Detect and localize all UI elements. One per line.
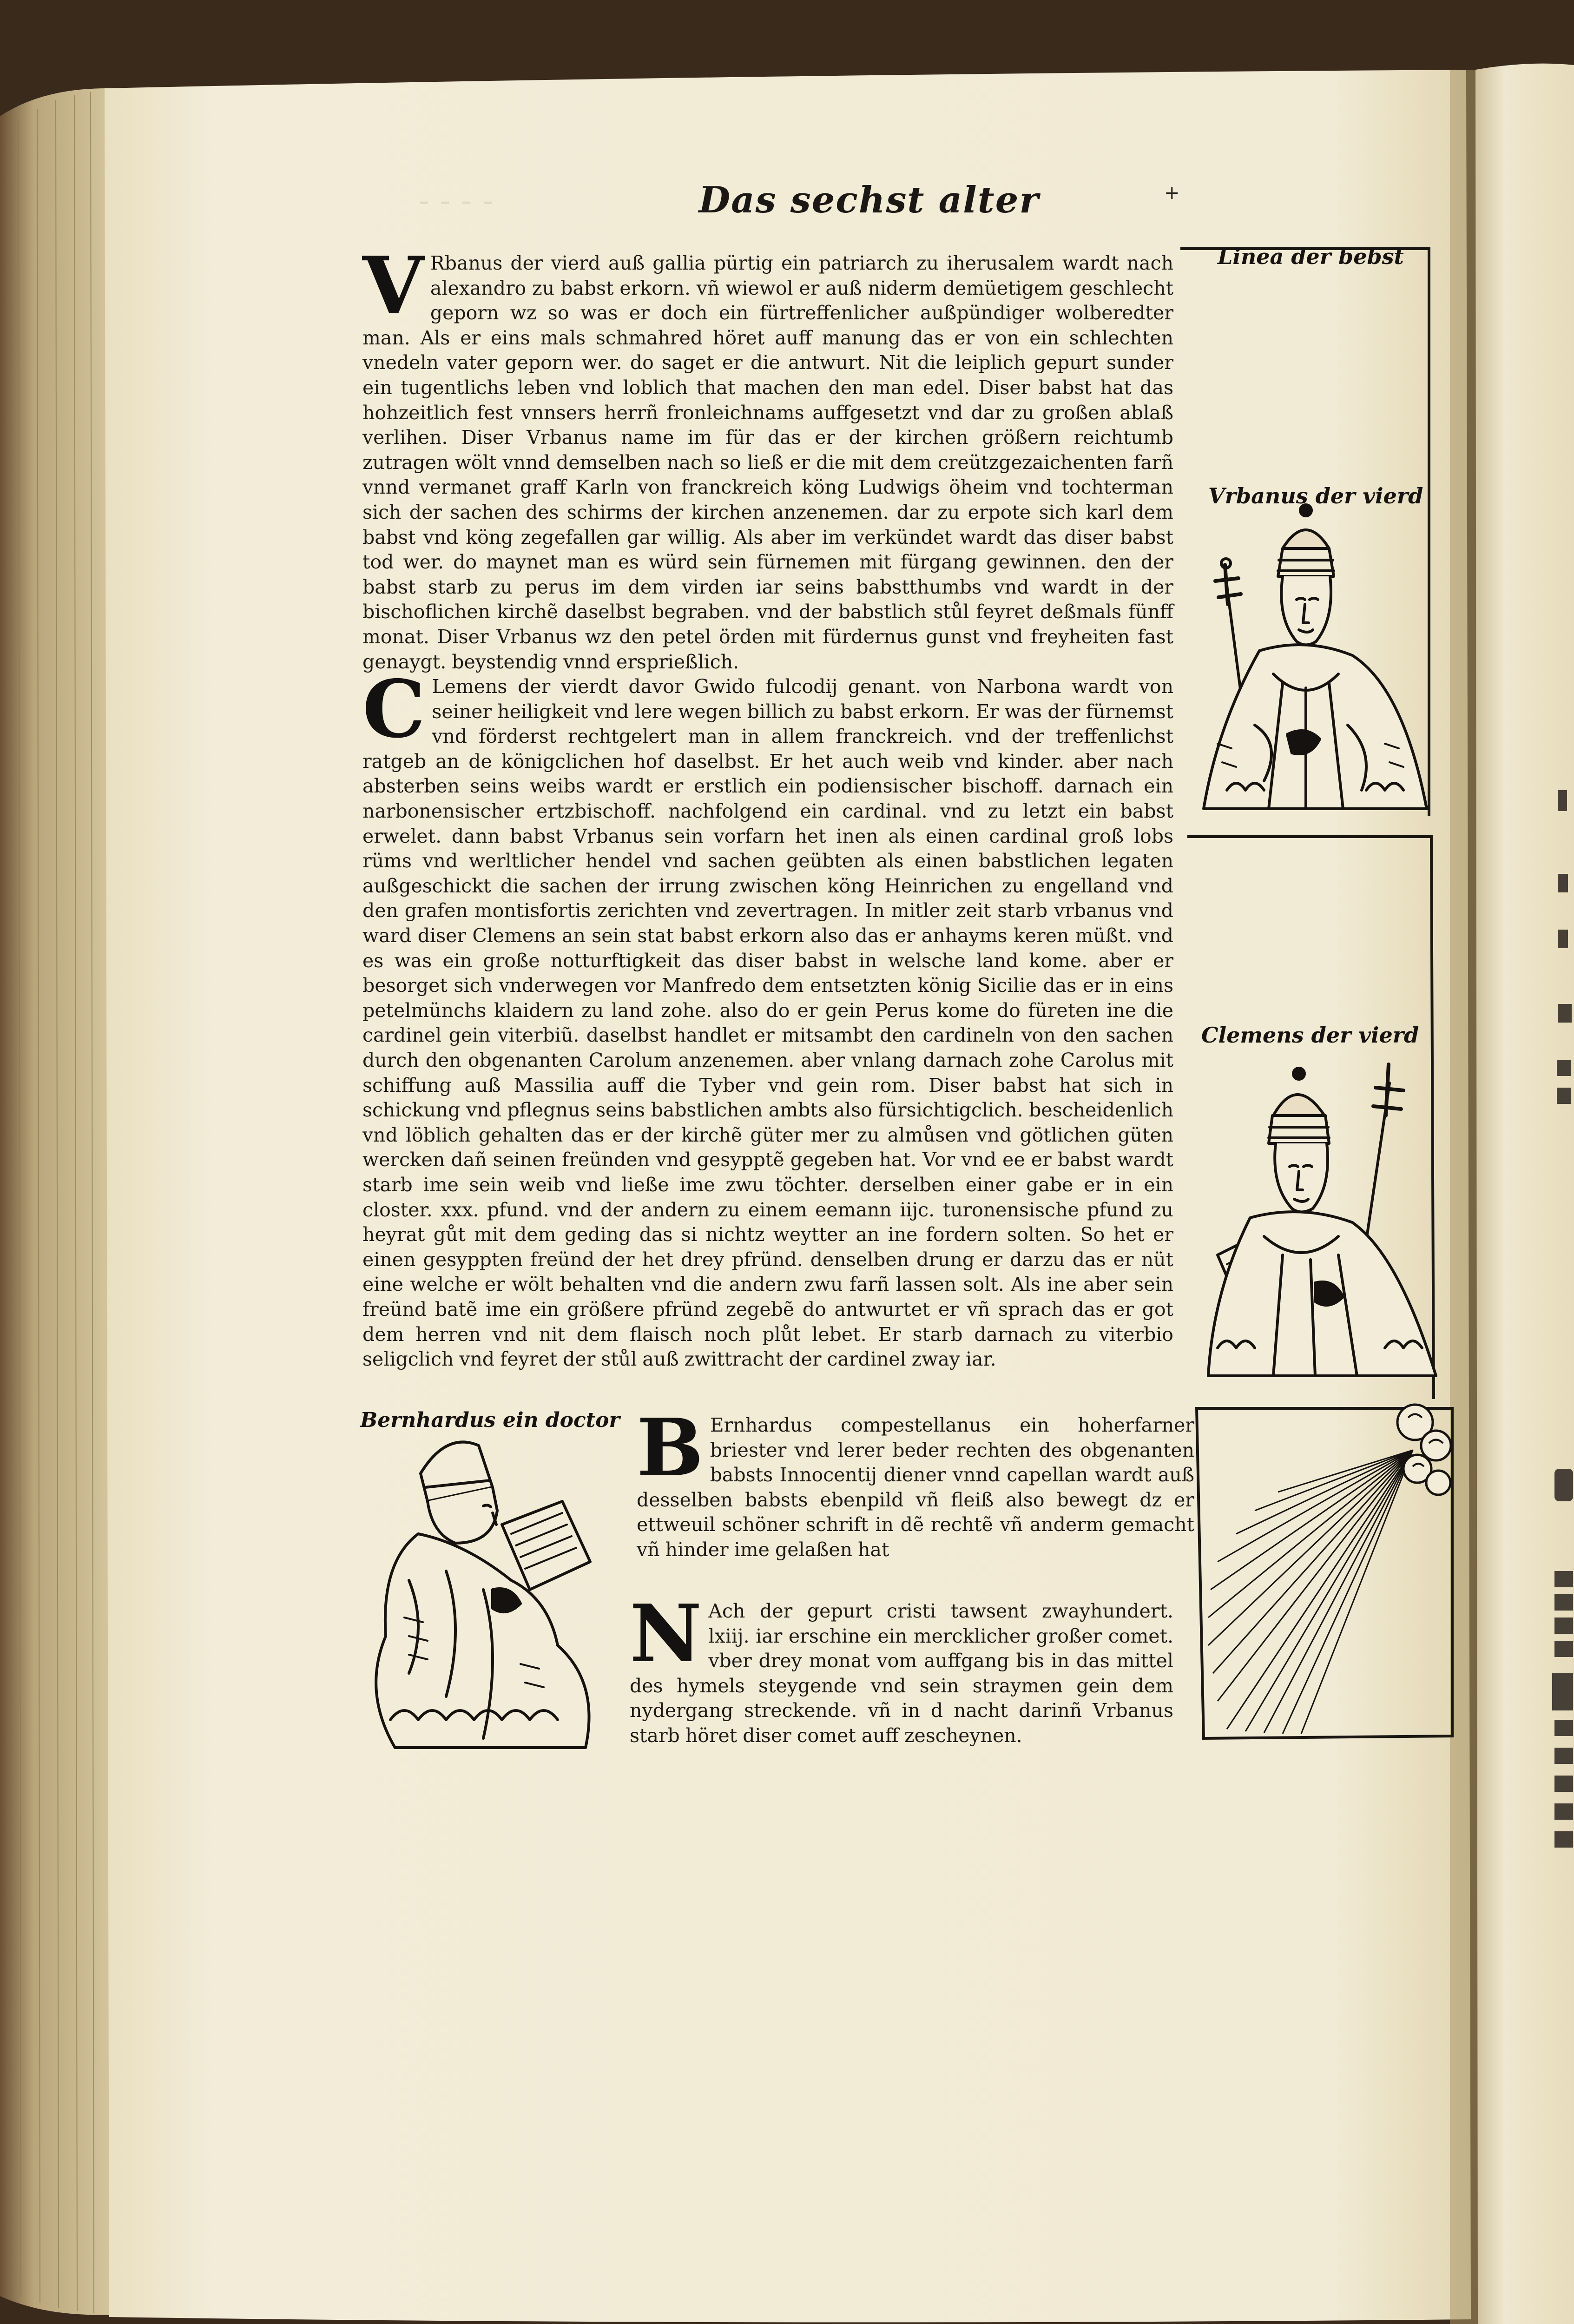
page-heading: Das sechst alter — [698, 179, 1040, 221]
text-urbanus: Rbanus der vierd auß gallia pürtig ein patriarch zu iherusalem wardt nach alexandro zu babst erkorn. vñ wiewol er auß niderm demüetigem geschlecht geporn wz so was er doch ein fürtreffenlicher außpündiger wolberedter man. Als er eins mals schmahred höret auff manung das er von ein schlechten vnedeln vater geporn wer. do saget er die antwurt. Nit die leiplich gepurt sunder ein tugentlichs leben vnd loblich that machen den man edel. Diser babst hat das hohzeitlich fest vnnsers herrñ fronleichnams auffgesetzt vnd dar zu großen ablaß verlihen. Diser Vrbanus name im für das er der kirchen größern reichtumb zutragen wölt vnnd demselben nach so ließ er die mit dem creützgezaichenten farñ vnnd vermanet graff Karln von franckreich köng Ludwigs öheim vnd tochterman sich der sachen des schirms der kirchen anzenemen. dar zu erpote sich karl dem babst vnd köng zegefallen gar willig. Als aber im verkündet wardt das diser babst tod wer. do maynet man es würd sein fürnemen mit fürgang gewinnen. den der babst starb zu perus im dem virden iar seins babstthumbs vnd wardt in der bischoflichen kirchẽ daselbst begraben. vnd der babstlich stůl feyret deßmals fünff monat. Diser Vrbanus wz den petel örden mit fürdernus gunst vnd freyheiten fast genaygt. beystendig vnnd ersprießlich. — [362, 252, 1173, 673]
portrait-label-urbanus: Vrbanus der vierd — [1208, 483, 1423, 508]
lineage-label: Linea der bebst — [1218, 244, 1404, 269]
dropcap-urbanus: V — [362, 239, 424, 332]
gutter-shadow — [1450, 70, 1478, 2324]
main-text-column — [362, 239, 1173, 1404]
text-clemens: Lemens der vierdt davor Gwido fulcodij genant. von Narbona wardt von seiner heiligkeit vnd lere wegen billich zu babst erkorn. Er was der fürnemst vnd förderst rechtgelert man in allem franckreich. vnd der treffenlichst ratgeb an de königclichen hof daselbst. Er het auch weib vnd kinder. aber nach absterben seins weibs wardt er erstlich ein podiensischer bischoff. darnach ein narbonensischer ertzbischoff. nachfolgend ein cardinal. vnd zu letzt ein babst erwelet. dann babst Vrbanus sein vorfarn het inen als einen cardinal groß lobs rüms vnd werltlicher hendel vnd sachen geübten als einen babstlichen legaten außgeschickt die sachen der irrung zwischen köng Heinrichen zu engelland vnd den grafen montisfortis zerichten vnd zevertragen. In mitler zeit starb vrbanus vnd ward diser Clemens an sein stat babst erkorn also das er anhayms keren müßt. vnd es was ein große notturftigkeit das diser babst in welsche land kome. aber er besorget sich vnderwegen vor Manfredo dem entsetzten könig Sicilie das er in eins petelmünchs klaidern zu land zohe. also do er gein Perus kome do füreten ine die cardinel gein viterbiũ. daselbst handlet er mitsambt den cardineln von den sachen durch den obgenanten Carolum anzenemen. aber vnlang darnach zohe Carolus mit schiffung auß Massilia auff die Tyber vnd gein rom. Diser babst hat sich in schickung vnd pflegnus seins babstlichen ambts also fürsichtigclich. bescheidenlich vnd löblich gehalten das er der kirchẽ güter mer zu almůsen vnd götlichen güten wercken dañ seinen freünden vnd gesypptẽ gegeben hat. Vor vnd ee er babst wardt starb ime sein weib vnd ließe ime zwu töchter. derselben einer gabe er in ein closter. xxx. pfund. vnd der andern zu einem eemann iijc. turonensische pfund zu heyrat gůt mit dem geding das si nichtz weytter an ine fordern solten. So het er einen gesyppten freünd der het drey pfründ. denselben drung er darzu das er nüt eine welche er wölt behalten vnd die andern zwu farñ lassen solt. Als ine aber sein freünd batẽ ime ein größere pfründ zegebẽ do antwurtet er vñ sprach das er got dem herren vnd nit dem flaisch noch plůt lebet. Er starb darnach zu viterbio seligclich vnd feyret der stůl auß zwittracht der cardinel zway iar. — [362, 675, 1173, 1371]
show-through: - - - - — [418, 181, 494, 219]
bernhardus-label: Bernhardus ein doctor — [360, 1408, 620, 1432]
text-bernhardus: Ernhardus compestellanus ein hoherfarner briester vnd lerer beder rechten des obgenanten babsts Innocentij diener vnnd capellan wardt auß desselben babsts ebenpild vñ fleiß also bewegt dz er ettweuil schöner schrift in dẽ rechtẽ vñ anderm gemacht vñ hinder ime gelaßen hat — [637, 1414, 1194, 1561]
dropcap-comet: N — [630, 1587, 702, 1680]
text-comet: Ach der gepurt cristi tawsent zwayhundert. lxiij. iar erschine ein mercklicher großer comet. vber drey monat vom auffgang bis in das mittel des hymels steygende vnd sein straymen gein dem nydergang streckende. vñ in d nacht darinñ Vrbanus starb höret diser comet auff zescheynen. — [630, 1600, 1173, 1747]
facing-page — [1475, 64, 1574, 2324]
comet-text-block — [630, 1587, 1173, 1749]
dropcap-clemens: C — [362, 663, 426, 756]
bernhardus-text-block — [637, 1401, 1194, 1563]
portrait-label-clemens: Clemens der vierd — [1201, 1023, 1419, 1048]
dropcap-bernhardus: B — [637, 1401, 704, 1494]
folio-mark: + — [1164, 182, 1180, 204]
